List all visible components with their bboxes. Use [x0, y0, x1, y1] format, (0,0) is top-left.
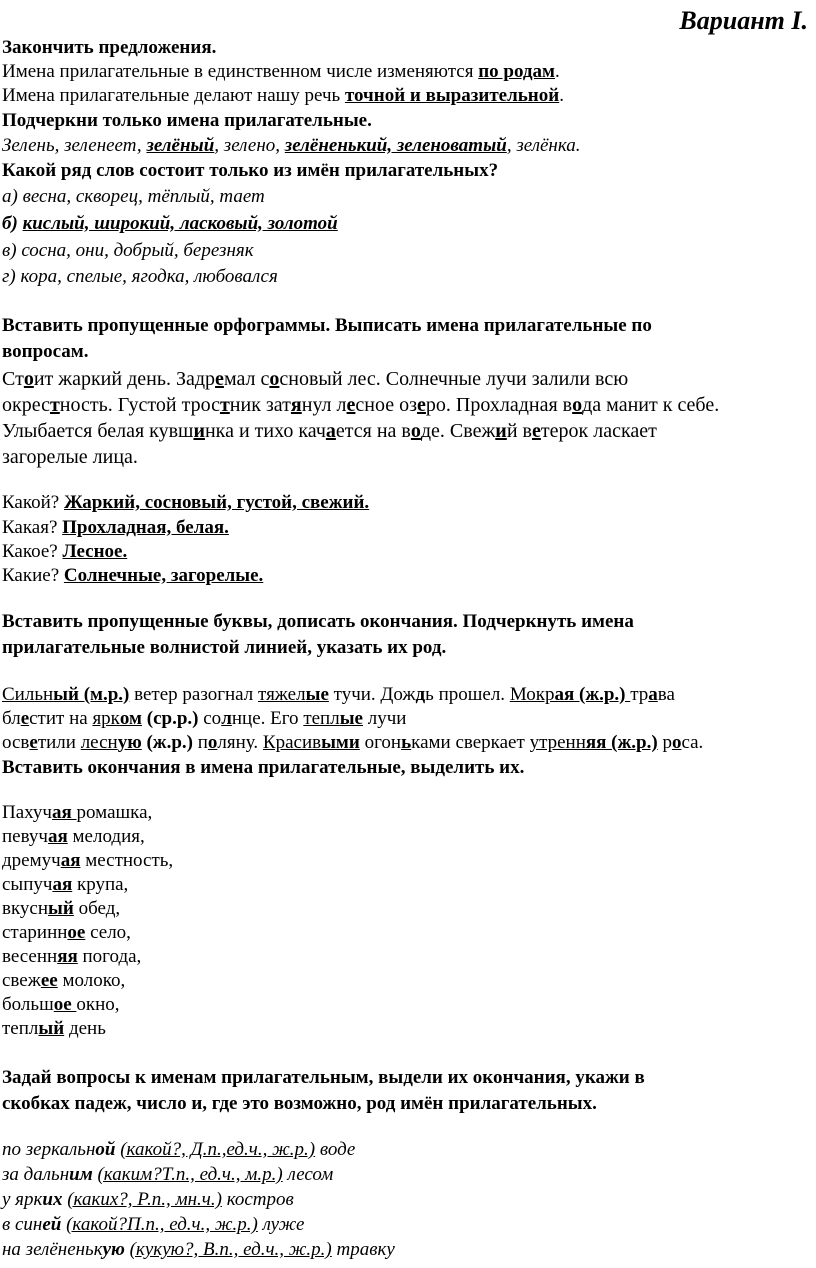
section4-title-line1: Вставить пропущенные орфограммы. Выписать имена прилагательные по — [2, 315, 652, 336]
text-line3: Улыбается белая кувшинка и тихо качается на воде. Свежий ветерок ласкает — [2, 420, 657, 442]
list-item: на зелёненькую (кукую?, В.п., ед.ч., ж.р.) травку — [2, 1239, 395, 1260]
list-item: певучая мелодия, — [2, 826, 145, 847]
question-kakie: Какие? Солнечные, загорелые. — [2, 565, 264, 586]
exercise-line1: Сильный (м.р.) ветер разогнал тяжелые тучи. Дождь прошел. Мокрая (ж.р.) трава — [2, 684, 675, 705]
list-item: вкусный обед, — [2, 898, 121, 919]
list-item: весенняя погода, — [2, 946, 142, 967]
question-kakoi: Какой? Жаркий, сосновый, густой, свежий. — [2, 492, 370, 513]
option-c: в) сосна, они, добрый, березняк — [2, 240, 254, 261]
list-item: у ярких (каких?, Р.п., мн.ч.) костров — [2, 1189, 294, 1210]
list-item: старинное село, — [2, 922, 131, 943]
option-d: г) кора, спелые, ягодка, любовался — [2, 266, 278, 287]
text-line2: окрестность. Густой тростник затянул лесное озеро. Прохладная вода манит к себе. — [2, 394, 720, 416]
section1-line2: Имена прилагательные делают нашу речь точной и выразительной. — [2, 85, 564, 106]
list-item: дремучая местность, — [2, 850, 174, 871]
list-item: Пахучая ромашка, — [2, 802, 153, 823]
list-item: свежее молоко, — [2, 970, 126, 991]
exercise-line2: блестит на ярком (ср.р.) солнце. Его теплые лучи — [2, 708, 407, 729]
section5-title-line1: Вставить пропущенные буквы, дописать окончания. Подчеркнуть имена — [2, 611, 634, 632]
section7-title-line2: скобках падеж, число и, где это возможно, род имён прилагательных. — [2, 1093, 597, 1114]
section1-title: Закончить предложения. — [2, 37, 217, 58]
variant-title: Вариант I. — [679, 6, 808, 35]
list-item: сыпучая крупа, — [2, 874, 129, 895]
option-a: а) весна, скворец, тёплый, тает — [2, 186, 265, 207]
section5-title-line2: прилагательные волнистой линией, указать их род. — [2, 637, 447, 658]
list-item: в синей (какой?П.п., ед.ч., ж.р.) луже — [2, 1214, 305, 1235]
section7-title-line1: Задай вопросы к именам прилагательным, выдели их окончания, укажи в — [2, 1067, 645, 1088]
section4-title-line2: вопросам. — [2, 341, 89, 362]
exercise-line3: осветили лесную (ж.р.) поляну. Красивыми огоньками сверкает утренняя (ж.р.) роса. — [2, 732, 704, 753]
section2-title: Подчеркни только имена прилагательные. — [2, 110, 372, 131]
list-item: за дальним (каким?Т.п., ед.ч., м.р.) лесом — [2, 1164, 334, 1185]
section2-words: Зелень, зеленеет, зелёный, зелено, зелёненький, зеленоватый, зелёнка. — [2, 135, 581, 156]
text-line4: загорелые лица. — [2, 446, 138, 468]
list-item: теплый день — [2, 1018, 106, 1039]
section6-title: Вставить окончания в имена прилагательные, выделить их. — [2, 757, 525, 778]
text-line1: Стоит жаркий день. Задремал сосновый лес. Солнечные лучи залили всю — [2, 368, 629, 390]
question-kakaya: Какая? Прохладная, белая. — [2, 517, 229, 538]
question-kakoe: Какое? Лесное. — [2, 541, 128, 562]
section1-line1: Имена прилагательные в единственном числе изменяются по родам. — [2, 61, 560, 82]
list-item: по зеркальной (какой?, Д.п.,ед.ч., ж.р.) воде — [2, 1139, 356, 1160]
option-b: б) кислый, широкий, ласковый, золотой — [2, 213, 338, 234]
list-item: большое окно, — [2, 994, 120, 1015]
section3-title: Какой ряд слов состоит только из имён прилагательных? — [2, 160, 499, 181]
